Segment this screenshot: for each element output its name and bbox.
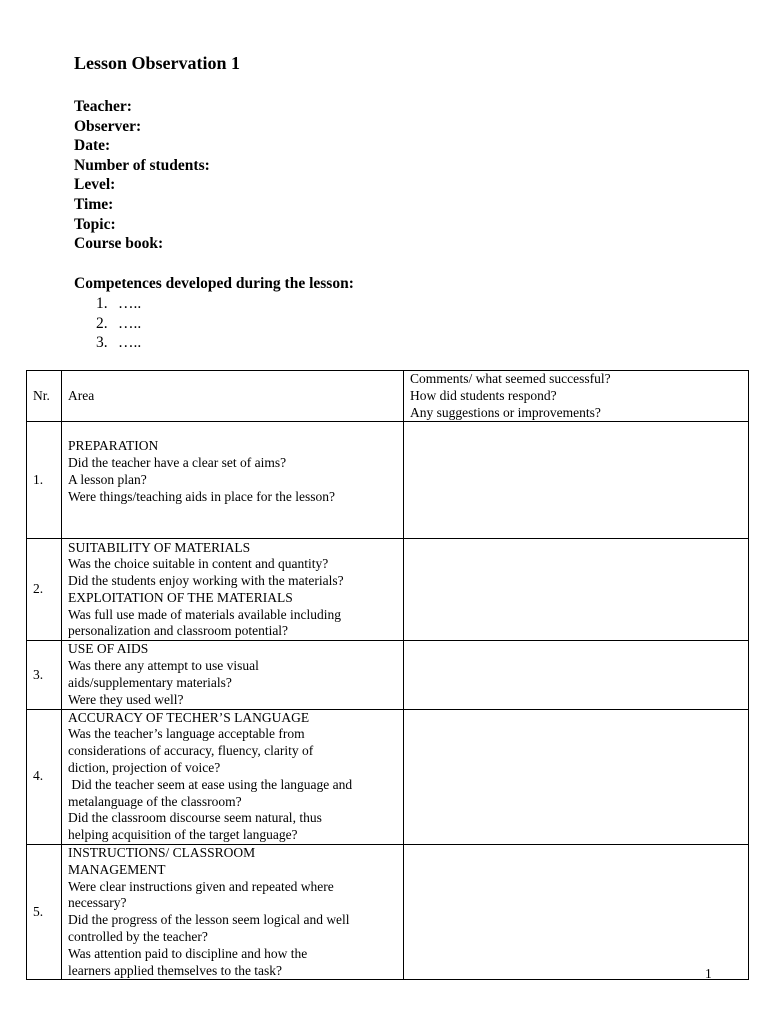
field-level: Level: (74, 176, 116, 194)
area-question: Was full use made of materials available including (68, 606, 341, 622)
row-number: 5. (27, 844, 62, 979)
comments-cell[interactable] (404, 422, 749, 539)
area-question: metalanguage of the classroom? (68, 793, 242, 809)
competence-text: ….. (118, 334, 142, 352)
header-comment-line: Any suggestions or improvements? (410, 404, 601, 420)
area-question: Were they used well? (68, 691, 184, 707)
area-question: Did the students enjoy working with the materials? (68, 573, 344, 589)
competence-item (96, 333, 141, 353)
area-question: Did the teacher have a clear set of aims? (68, 455, 287, 471)
competence-number: 2. (96, 314, 108, 332)
page-number: 1 (705, 966, 712, 981)
field-course-book: Course book: (74, 235, 164, 253)
comments-cell[interactable] (404, 539, 749, 641)
area-question: diction, projection of voice? (68, 759, 221, 775)
area-question: Was attention paid to discipline and how the (68, 945, 308, 961)
area-question: learners applied themselves to the task? (68, 962, 283, 978)
lesson-info-fields (74, 97, 210, 254)
area-heading: USE OF AIDS (68, 641, 149, 657)
table-row (27, 641, 749, 709)
area-question: controlled by the teacher? (68, 928, 208, 944)
table-header-row (27, 371, 749, 422)
header-comment-line: Comments/ what seemed successful? (410, 371, 611, 386)
area-heading: EXPLOITATION OF THE MATERIALS (68, 589, 293, 605)
area-cell (62, 709, 404, 844)
field-observer: Observer: (74, 117, 142, 135)
competences-list (96, 294, 141, 353)
area-heading: MANAGEMENT (68, 861, 166, 877)
table-row (27, 539, 749, 641)
area-cell (62, 422, 404, 539)
field-time: Time: (74, 195, 114, 213)
area-question: Were things/teaching aids in place for the lesson? (68, 488, 335, 504)
table-row (27, 709, 749, 844)
area-question: Did the progress of the lesson seem logical and well (68, 912, 350, 928)
area-cell (62, 539, 404, 641)
field-number-of-students: Number of students: (74, 156, 210, 174)
area-cell (62, 641, 404, 709)
field-date: Date: (74, 137, 111, 155)
header-comments (404, 371, 749, 422)
area-question: Was the teacher’s language acceptable from (68, 726, 305, 742)
area-question: A lesson plan? (68, 471, 147, 487)
area-heading: SUITABILITY OF MATERIALS (68, 539, 251, 555)
header-comment-line: How did students respond? (410, 387, 557, 403)
row-number: 1. (27, 422, 62, 539)
competence-number: 1. (96, 295, 108, 312)
area-question: considerations of accuracy, fluency, clarity of (68, 743, 314, 759)
area-question: Did the teacher seem at ease using the language and (68, 776, 353, 792)
field-topic: Topic: (74, 215, 116, 233)
comments-cell[interactable] (404, 844, 749, 979)
observation-table (26, 370, 749, 980)
area-cell (62, 844, 404, 979)
header-area: Area (62, 371, 404, 422)
row-number: 2. (27, 539, 62, 641)
area-heading: INSTRUCTIONS/ CLASSROOM (68, 844, 256, 860)
comments-cell[interactable] (404, 709, 749, 844)
field-teacher: Teacher: (74, 98, 132, 115)
area-question: Did the classroom discourse seem natural, thus (68, 810, 322, 826)
competence-item (96, 314, 141, 334)
row-number: 4. (27, 709, 62, 844)
comments-cell[interactable] (404, 641, 749, 709)
competence-number: 3. (96, 334, 108, 352)
competences-heading: Competences developed during the lesson: (74, 275, 354, 292)
competence-text: ….. (118, 295, 142, 312)
header-nr: Nr. (27, 371, 62, 422)
row-number: 3. (27, 641, 62, 709)
table-row (27, 844, 749, 979)
competence-text: ….. (118, 314, 142, 332)
area-question: Were clear instructions given and repeated where (68, 878, 334, 894)
table-row (27, 422, 749, 539)
area-heading: PREPARATION (68, 438, 159, 454)
area-question: Was there any attempt to use visual (68, 658, 259, 674)
area-question: aids/supplementary materials? (68, 674, 232, 690)
area-question: helping acquisition of the target language? (68, 827, 298, 843)
area-question: necessary? (68, 895, 127, 911)
area-question: Was the choice suitable in content and quantity? (68, 556, 329, 572)
area-question: personalization and classroom potential? (68, 623, 289, 639)
competence-item (96, 294, 141, 314)
area-heading: ACCURACY OF TECHER’S LANGUAGE (68, 709, 310, 725)
document-title: Lesson Observation 1 (74, 53, 241, 73)
